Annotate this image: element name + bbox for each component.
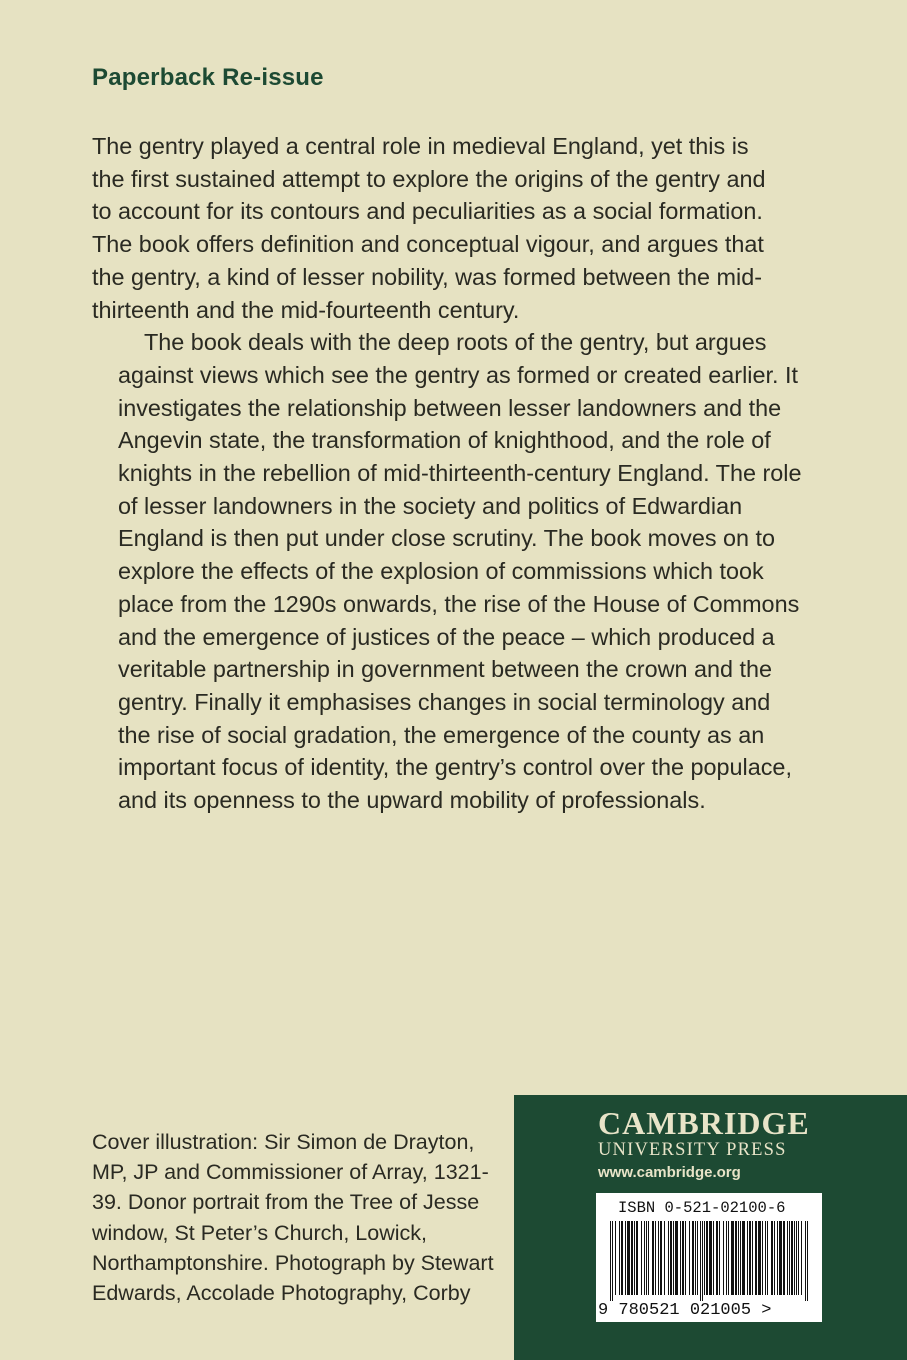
blurb-line: Angevin state, the transformation of knighthood, and the role of bbox=[118, 427, 771, 454]
barcode-bar bbox=[612, 1221, 613, 1301]
barcode-bar bbox=[655, 1221, 656, 1295]
barcode-bar bbox=[723, 1221, 724, 1295]
barcode-bar bbox=[709, 1221, 712, 1295]
barcode-bar bbox=[644, 1221, 645, 1295]
barcode-bar bbox=[777, 1221, 778, 1295]
barcode-bar bbox=[682, 1221, 684, 1295]
publisher-name: CAMBRIDGE bbox=[598, 1105, 810, 1141]
blurb-line: The book offers definition and conceptual vigour, and argues that bbox=[92, 231, 764, 258]
barcode-bar bbox=[771, 1221, 773, 1295]
blurb-line: and its openness to the upward mobility of professionals. bbox=[118, 787, 706, 814]
barcode-bar bbox=[747, 1221, 748, 1295]
barcode-bar bbox=[738, 1221, 739, 1295]
publisher-url: www.cambridge.org bbox=[598, 1164, 741, 1181]
barcode-bar bbox=[670, 1221, 672, 1295]
cover-illustration-caption bbox=[92, 1127, 502, 1308]
barcode-bar bbox=[749, 1221, 751, 1295]
isbn-label: ISBN 0-521-02100-6 bbox=[618, 1199, 786, 1217]
barcode-bar bbox=[726, 1221, 727, 1295]
barcode-bar bbox=[758, 1221, 761, 1295]
barcode-bar bbox=[695, 1221, 696, 1295]
barcode-bar bbox=[697, 1221, 698, 1295]
barcode-bar bbox=[789, 1221, 790, 1295]
blurb-line: to account for its contours and peculiarities as a social formation. bbox=[92, 198, 763, 225]
barcode-bar bbox=[796, 1221, 797, 1295]
barcode-bar bbox=[664, 1221, 665, 1295]
publisher-panel bbox=[514, 1095, 907, 1360]
barcode-bar bbox=[673, 1221, 674, 1295]
barcode-bar bbox=[702, 1221, 703, 1301]
barcode-bar bbox=[627, 1221, 630, 1295]
barcode-bar bbox=[779, 1221, 782, 1295]
blurb-line: against views which see the gentry as formed or created earlier. It bbox=[118, 361, 798, 388]
barcode-bar bbox=[767, 1221, 768, 1295]
blurb-line: The gentry played a central role in medieval England, yet this is bbox=[92, 133, 749, 159]
barcode-bar bbox=[706, 1221, 708, 1295]
barcode-bar bbox=[641, 1221, 642, 1295]
barcode-bar bbox=[735, 1221, 737, 1295]
barcode-bar bbox=[765, 1221, 766, 1295]
barcode-bar bbox=[615, 1221, 616, 1295]
barcode-bar bbox=[675, 1221, 678, 1295]
barcode-bar bbox=[689, 1221, 690, 1295]
barcode-bars bbox=[610, 1221, 808, 1301]
blurb-line: thirteenth and the mid-fourteenth century. bbox=[92, 296, 520, 323]
barcode-bar bbox=[634, 1221, 635, 1295]
blurb-line: place from the 1290s onwards, the rise of the House of Commons bbox=[118, 590, 800, 617]
blurb-line: the first sustained attempt to explore the origins of the gentry and bbox=[92, 165, 766, 192]
barcode-bar bbox=[787, 1221, 788, 1295]
ean-digits: 9 780521 021005 > bbox=[598, 1301, 772, 1320]
barcode-bar bbox=[794, 1221, 795, 1295]
barcode-bar bbox=[728, 1221, 729, 1295]
blurb-line: investigates the relationship between lesser landowners and the bbox=[118, 394, 782, 421]
barcode-bar bbox=[742, 1221, 745, 1295]
blurb-line: knights in the rebellion of mid-thirteenth-century England. The role bbox=[118, 460, 802, 487]
barcode-bar bbox=[660, 1221, 662, 1295]
caption-line: Cover illustration: Sir Simon de Drayton, bbox=[92, 1130, 475, 1154]
barcode-bar bbox=[807, 1221, 808, 1301]
barcode-bar bbox=[646, 1221, 647, 1295]
caption-line: window, St Peter’s Church, Lowick, bbox=[92, 1220, 427, 1245]
barcode-bar bbox=[692, 1221, 694, 1295]
barcode-bar bbox=[704, 1221, 705, 1295]
barcode-bar bbox=[716, 1221, 718, 1295]
barcode-bar bbox=[631, 1221, 633, 1295]
blurb-paragraph-2 bbox=[92, 326, 820, 817]
barcode-bar bbox=[805, 1221, 806, 1301]
caption-line: Edwards, Accolade Photography, Corby bbox=[92, 1281, 471, 1306]
barcode-bar bbox=[798, 1221, 799, 1295]
barcode-bar bbox=[648, 1221, 649, 1295]
blurb-paragraph-1 bbox=[92, 130, 820, 326]
barcode-bar bbox=[610, 1221, 611, 1301]
blurb-line: important focus of identity, the gentry’s control over the populace, bbox=[118, 754, 792, 781]
barcode-bar bbox=[658, 1221, 659, 1295]
barcode-bar bbox=[755, 1221, 757, 1295]
barcode-bar bbox=[700, 1221, 701, 1301]
barcode-box bbox=[596, 1193, 822, 1322]
barcode-bar bbox=[783, 1221, 785, 1295]
blurb-line: veritable partnership in government between the crown and the bbox=[118, 656, 773, 683]
blurb-line: the rise of social gradation, the emergence of the county as an bbox=[118, 721, 765, 748]
blurb-line: England is then put under close scrutiny. The book moves on to bbox=[118, 525, 776, 552]
barcode-bar bbox=[685, 1221, 686, 1295]
barcode-bar bbox=[752, 1221, 753, 1295]
blurb-line: explore the effects of the explosion of commissions which took bbox=[118, 558, 764, 585]
barcode-bar bbox=[621, 1221, 623, 1295]
barcode-bar bbox=[731, 1221, 734, 1295]
barcode-bar bbox=[791, 1221, 793, 1295]
blurb-line: the gentry, a kind of lesser nobility, was formed between the mid- bbox=[92, 263, 762, 290]
barcode-bar bbox=[774, 1221, 775, 1295]
blurb-line: gentry. Finally it emphasises changes in social terminology and bbox=[118, 688, 771, 715]
barcode-bar bbox=[668, 1221, 669, 1295]
caption-line: 39. Donor portrait from the Tree of Jesse bbox=[92, 1190, 480, 1215]
section-heading: Paperback Re-issue bbox=[92, 64, 324, 91]
barcode-bar bbox=[680, 1221, 681, 1295]
publisher-press: UNIVERSITY PRESS bbox=[598, 1140, 787, 1160]
blurb-line: The book deals with the deep roots of the gentry, but argues bbox=[144, 329, 767, 356]
barcode-bar bbox=[636, 1221, 638, 1295]
blurb-line: of lesser landowners in the society and politics of Edwardian bbox=[118, 492, 743, 519]
barcode-bar bbox=[762, 1221, 763, 1295]
barcode-bar bbox=[719, 1221, 720, 1295]
blurb-line: and the emergence of justices of the peace – which produced a bbox=[118, 623, 775, 650]
barcode-bar bbox=[801, 1221, 802, 1295]
barcode-bar bbox=[740, 1221, 741, 1295]
barcode-bar bbox=[713, 1221, 714, 1295]
blurb-text bbox=[92, 130, 820, 817]
barcode-bar bbox=[619, 1221, 620, 1295]
barcode-bar bbox=[625, 1221, 626, 1295]
caption-line: Northamptonshire. Photograph by Stewart bbox=[92, 1250, 494, 1275]
barcode-bar bbox=[652, 1221, 654, 1295]
caption-line: MP, JP and Commissioner of Array, 1321- bbox=[92, 1160, 489, 1185]
